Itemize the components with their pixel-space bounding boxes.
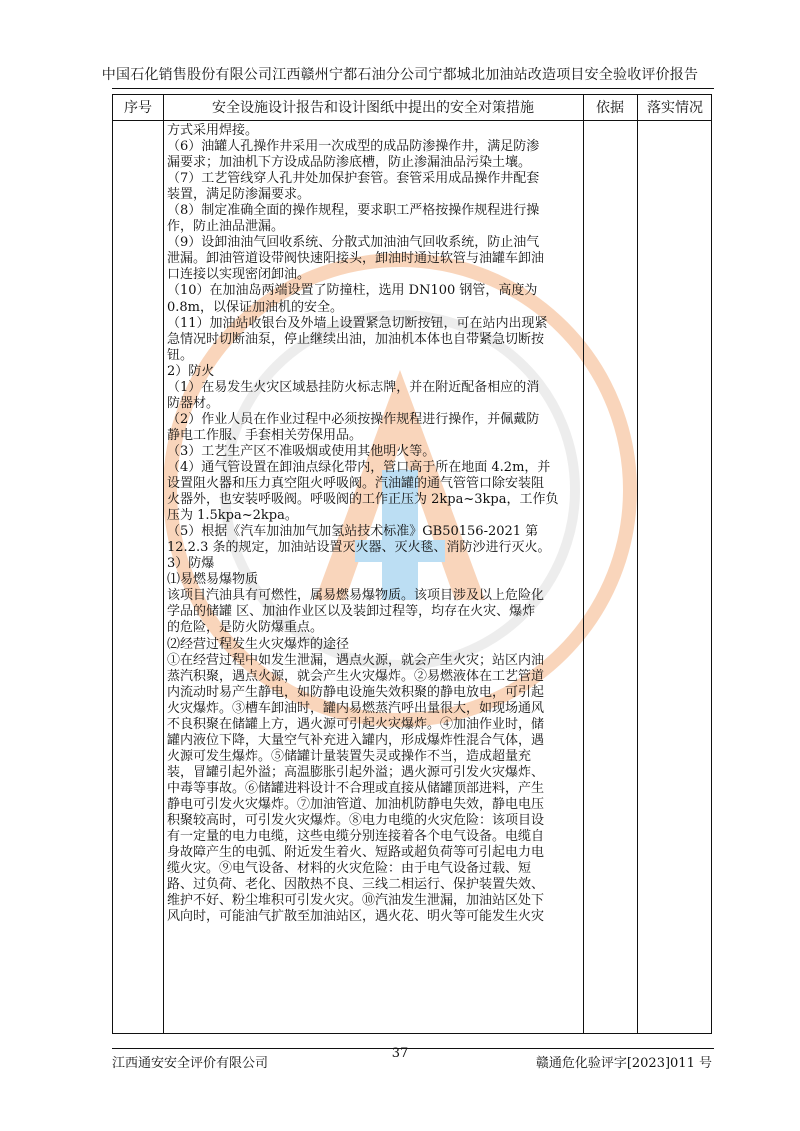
measure-text-line: 火灾爆炸。③槽车卸油时，罐内易燃蒸汽呼出量很大，如现场通风 (167, 700, 545, 716)
measure-text-line: （8）制定准确全面的操作规程，要求职工严格按操作规程进行操 (167, 203, 540, 219)
header-divider (112, 88, 714, 89)
measure-text-line: ⑵经营过程发生火灾爆炸的途径 (167, 636, 350, 652)
measure-text-line: 方式采用焊接。 (167, 123, 259, 138)
column-divider (637, 95, 638, 1033)
measure-text-line: 不良积聚在储罐上方，遇火源可引起火灾爆炸。④加油作业时，储 (167, 716, 545, 732)
measure-text-line: 0.8m，以保证加油机的安全。 (167, 299, 344, 315)
measure-text-line: 泄漏。卸油管道设带阀快速阳接头，卸油时通过软管与油罐车卸油 (167, 251, 545, 267)
measure-text-line: 罐内液位下降，大量空气补充进入罐内，形成爆炸性混合气体，遇 (167, 732, 545, 748)
safety-measures-table (112, 94, 712, 1034)
measure-text-line: 口连接以实现密闭卸油。 (167, 267, 311, 283)
measure-text-line: （3）工艺生产区不准吸烟或使用其他明火等。 (167, 443, 436, 459)
measure-text-line: 有一定量的电力电缆，这些电缆分别连接着各个电气设备。电缆自 (167, 829, 545, 845)
header-cell-basis: 依据 (596, 100, 624, 116)
measure-text-line: 学品的储罐 区、加油作业区以及装卸过程等，均存在火灾、爆炸 (167, 604, 536, 620)
measures-text-cell (163, 123, 583, 1031)
measure-text-line: 静电工作服、手套相关劳保用品。 (167, 427, 363, 443)
measure-text-line: 中毒等事故。⑥储罐进料设计不合理或直接从储罐顶部进料，产生 (167, 780, 545, 796)
measure-text-line: 12.2.3 条的规定，加油站设置灭火器、灭火毯、消防沙进行灭火。 (167, 540, 551, 556)
measure-text-line: 静电可引发火灾爆炸。⑦加油管道、加油机防静电失效，静电电压 (167, 796, 545, 812)
footer-company: 江西通安安全评价有限公司 (112, 1056, 269, 1071)
column-divider (583, 95, 584, 1033)
measure-text-line: 维护不好、粉尘堆积可引发火灾。⑩汽油发生泄漏，加油站区处下 (167, 893, 545, 909)
measure-text-line: （7）工艺管线穿人孔井处加保护套管。套管采用成品操作井配套 (167, 171, 540, 187)
measure-text-line: 缆火灾。⑨电气设备、材料的火灾危险：由于电气设备过载、短 (167, 861, 532, 877)
measure-text-line: 火器外，也安装呼吸阀。呼吸阀的工作正压为 2kpa~3kpa，工作负 (167, 492, 559, 508)
measure-text-line: （10）在加油岛两端设置了防撞柱，选用 DN100 钢管，高度为 (167, 283, 538, 299)
header-cell-status: 落实情况 (647, 100, 703, 116)
page-number: 37 (391, 1046, 409, 1061)
measure-text-line: （5）根据《汽车加油加气加氢站技术标准》GB50156-2021 第 (167, 524, 539, 540)
measure-text-line: 风向时，可能油气扩散至加油站区，遇火花、明火等可能发生火灾 (167, 909, 545, 925)
header-cell-measures: 安全设施设计报告和设计图纸中提出的安全对策措施 (212, 100, 534, 116)
measure-text-line: 火源可发生爆炸。⑤储罐计量装置失灵或操作不当，造成超量充 (167, 748, 532, 764)
measure-text-line: （1）在易发生火灾区域悬挂防火标志牌，并在附近配备相应的消 (167, 379, 540, 395)
document-code: 赣通危化验评字[2023]011 号 (535, 1056, 712, 1071)
measure-text-line: 作，防止油品泄漏。 (167, 219, 285, 235)
table-header-row (113, 95, 711, 121)
measure-text-line: 压为 1.5kpa~2kpa。 (167, 508, 298, 524)
measure-text-line: 装，冒罐引起外溢；高温膨胀引起外溢；遇火源可引发火灾爆炸、 (167, 764, 545, 780)
measure-text-line: 设置阻火器和压力真空阻火呼吸阀。汽油罐的通气管管口除安装阻 (167, 476, 545, 492)
measure-text-line: ⑴易燃易爆物质 (167, 572, 259, 588)
measure-text-line: 路、过负荷、老化、因散热不良、三线二相运行、保护装置失效、 (167, 877, 545, 893)
report-title: 中国石化销售股份有限公司江西赣州宁都石油分公司宁都城北加油站改造项目安全验收评价报告 (101, 67, 699, 83)
measure-text-line: ①在经营过程中如发生泄漏，遇点火源，就会产生火灾；站区内油 (167, 652, 545, 668)
measure-text-line: 蒸汽积聚，遇点火源，就会产生火灾爆炸。②易燃液体在工艺管道 (167, 668, 545, 684)
measure-text-line: 3）防爆 (167, 556, 215, 572)
measure-text-line: （11）加油站收银台及外墙上设置紧急切断按钮，可在站内出现紧 (167, 315, 548, 331)
header-cell-index: 序号 (124, 100, 152, 116)
measure-text-line: 防器材。 (167, 395, 220, 411)
measure-text-line: 的危险，是防火防爆重点。 (167, 620, 324, 636)
measure-text-line: （9）设卸油油气回收系统、分散式加油油气回收系统，防止油气 (167, 235, 540, 251)
measure-text-line: 装置，满足防渗漏要求。 (167, 187, 311, 203)
measure-text-line: 漏要求；加油机下方设成品防渗底槽，防止渗漏油品污染土壤。 (167, 155, 532, 171)
measure-text-line: 身故障产生的电弧、附近发生着火、短路或超负荷等可引起电力电 (167, 845, 545, 861)
measure-text-line: 急情况时切断油泵，停止继续出油，加油机本体也自带紧急切断按 (167, 331, 545, 347)
measure-text-line: （6）油罐人孔操作井采用一次成型的成品防渗操作井，满足防渗 (167, 139, 540, 155)
measure-text-line: 内流动时易产生静电，如防静电设施失效积聚的静电放电，可引起 (167, 684, 545, 700)
measure-text-line: （2）作业人员在作业过程中必须按操作规程进行操作，并佩戴防 (167, 411, 540, 427)
measure-text-line: （4）通气管设置在卸油点绿化带内，管口高于所在地面 4.2m，并 (167, 459, 551, 475)
measure-text-line: 积聚较高时，可引发火灾爆炸。⑧电力电缆的火灾危险：该项目设 (167, 813, 545, 829)
measure-text-line: 钮。 (167, 347, 194, 363)
measure-text-line: 2）防火 (167, 363, 215, 379)
measure-text-line: 该项目汽油具有可燃性，属易燃易爆物质。该项目涉及以上危险化 (167, 588, 545, 604)
